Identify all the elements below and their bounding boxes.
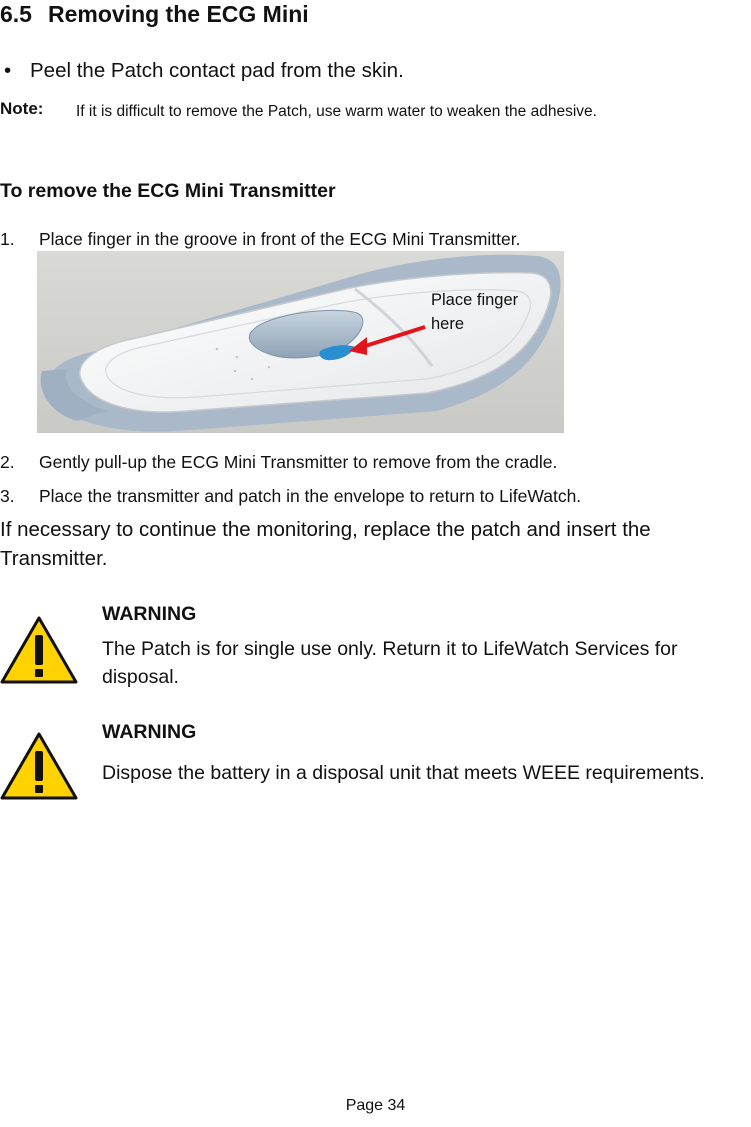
bullet-symbol: • (4, 59, 12, 82)
note-label: Note: (0, 99, 44, 118)
section-heading (0, 1, 309, 28)
step-text: Place finger in the groove in front of the ECG Mini Transmitter. (39, 229, 521, 249)
callout-line-2: here (431, 315, 465, 333)
subheading: To remove the ECG Mini Transmitter (0, 180, 336, 202)
step-text: Place the transmitter and patch in the envelope to return to LifeWatch. (39, 486, 582, 506)
warning-icon (0, 731, 78, 801)
step-2 (0, 452, 557, 473)
callout-line-1: Place finger (431, 291, 519, 309)
section-title: Removing the ECG Mini (47, 1, 309, 27)
patch-illustration (37, 251, 564, 433)
note-text: If it is difficult to remove the Patch, use warm water to weaken the adhesive. (76, 103, 597, 120)
warning-text: The Patch is for single use only. Return it to LifeWatch Services for disposal. (102, 638, 678, 688)
patch-figure (37, 251, 564, 433)
warning-text: Dispose the battery in a disposal unit that meets WEEE requirements. (102, 762, 705, 784)
bullet-text: Peel the Patch contact pad from the skin. (30, 59, 404, 82)
warning-title: WARNING (102, 721, 197, 743)
step-text: Gently pull-up the ECG Mini Transmitter to remove from the cradle. (39, 452, 558, 472)
warning-title: WARNING (102, 603, 197, 625)
step-number: 1. (0, 229, 15, 249)
step-number: 2. (0, 452, 15, 472)
step-3 (0, 486, 581, 507)
page-number: Page 34 (345, 1097, 406, 1114)
step-1 (0, 229, 520, 250)
warning-icon (0, 615, 78, 685)
continue-paragraph: If necessary to continue the monitoring, replace the patch and insert the Transmitter. (0, 518, 651, 570)
step-number: 3. (0, 486, 15, 506)
bullet-item (0, 59, 404, 83)
section-number: 6.5 (0, 1, 32, 27)
